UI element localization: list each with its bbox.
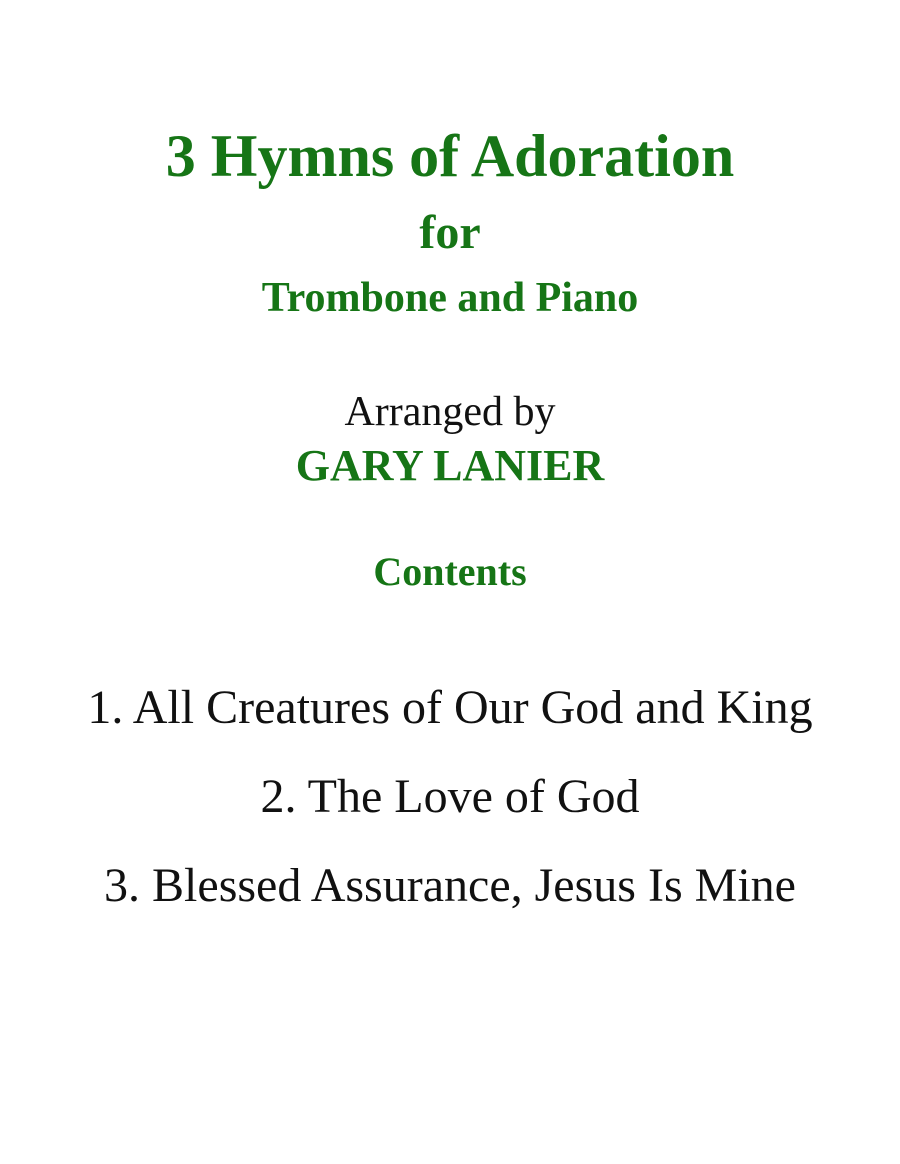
- contents-item: 1. All Creatures of Our God and King: [87, 681, 813, 734]
- contents-heading: Contents: [373, 549, 527, 594]
- for-label: for: [419, 206, 481, 259]
- arranged-by-label: Arranged by: [344, 389, 556, 435]
- page-title: 3 Hymns of Adoration: [165, 123, 735, 189]
- instrumentation: Trombone and Piano: [261, 275, 639, 321]
- contents-item: 2. The Love of God: [260, 770, 640, 823]
- contents-item: 3. Blessed Assurance, Jesus Is Mine: [104, 859, 796, 912]
- arranger-name: GARY LANIER: [295, 441, 605, 490]
